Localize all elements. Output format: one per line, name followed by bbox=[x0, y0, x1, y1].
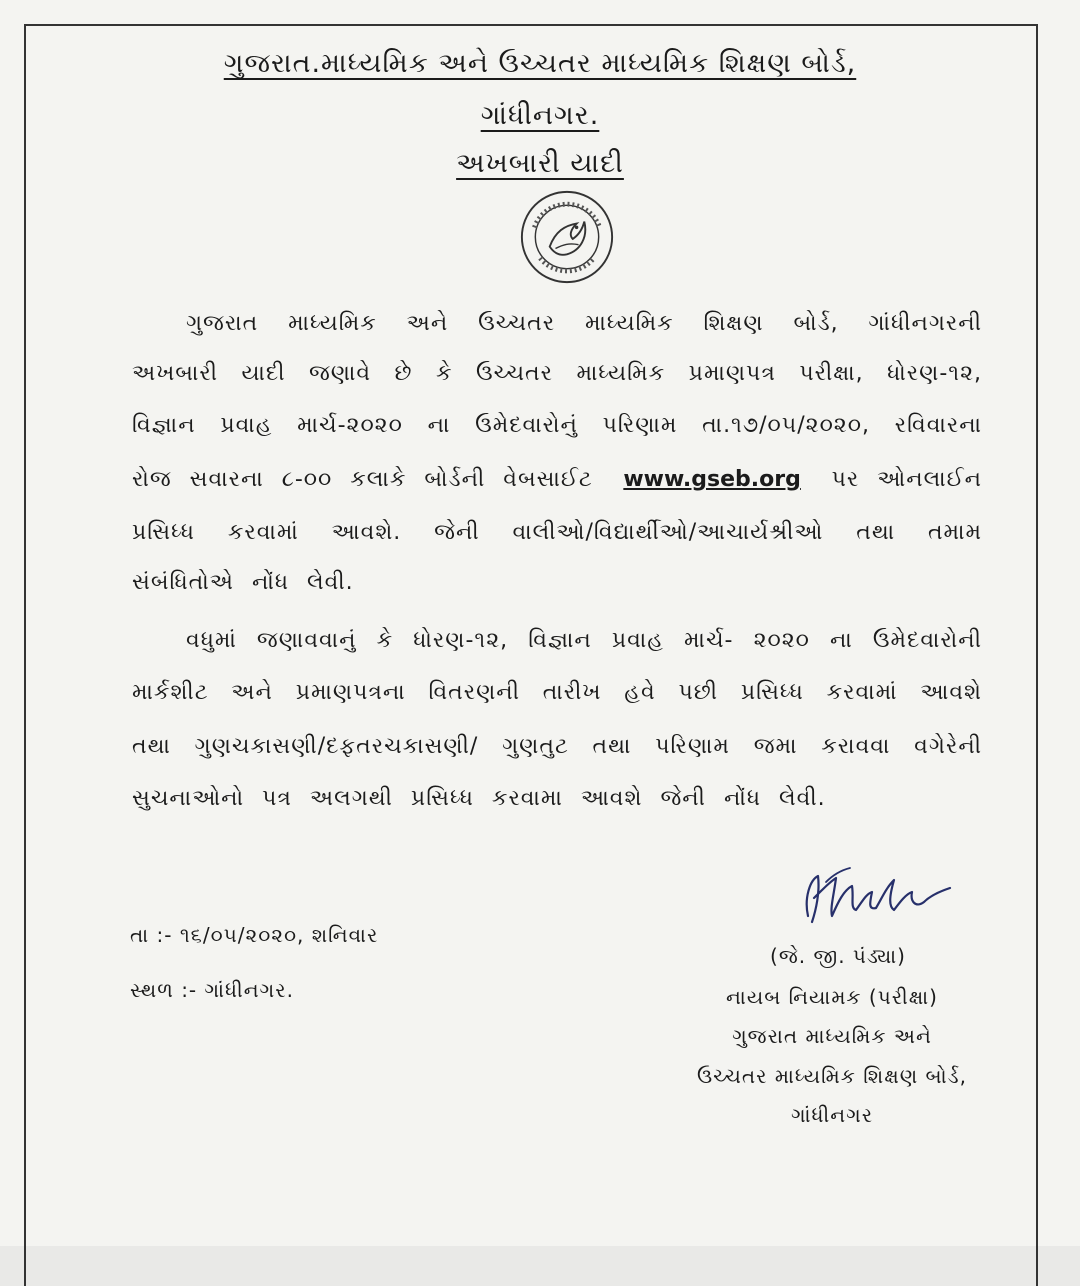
signatory-city: ગાંધીનગર bbox=[790, 1103, 874, 1127]
paragraph2-line2-text: માર્કશીટ અને પ્રમાણપત્રના વિતરણની તારીખ હવે પછી પ્રસિધ્ધ કરવામાં આવશે bbox=[132, 680, 982, 705]
paragraph1-line6: સંબંધિતોએ નોંધ લેવી. bbox=[132, 570, 354, 595]
press-release-heading: અખબારી યાદી bbox=[456, 148, 624, 179]
paragraph2-line3-text: તથા ગુણચકાસણી/દફતરચકાસણી/ ગુણતુટ તથા પરિણામ જમા કરાવવા વગેરેની bbox=[132, 734, 982, 759]
website-link[interactable]: www.gseb.org bbox=[623, 467, 801, 492]
board-city: ગાંધીનગર. bbox=[480, 100, 600, 131]
paragraph2-line1 bbox=[186, 628, 982, 653]
paragraph1-line4-text: રોજ સવારના ૮-૦૦ કલાકે બોર્ડની વેબસાઈટ bbox=[132, 467, 593, 492]
handwritten-signature-icon bbox=[790, 858, 960, 938]
paragraph2-line1-text: વધુમાં જણાવવાનું કે ધોરણ-૧૨, વિજ્ઞાન પ્રવાહ માર્ચ- ૨૦૨૦ ના ઉમેદવારોની bbox=[186, 628, 982, 653]
signatory-designation: નાયબ નિયામક (પરીક્ષા) bbox=[726, 985, 938, 1009]
board-title: ગુજરાત.માધ્યમિક અને ઉચ્ચતર માધ્યમિક શિક્ષણ બોર્ડ, bbox=[223, 48, 857, 79]
paragraph2-line4: સુચનાઓનો પત્ર અલગથી પ્રસિધ્ધ કરવામા આવશે જેની નોંધ લેવી. bbox=[132, 786, 826, 811]
paragraph1-line3 bbox=[132, 413, 982, 438]
paragraph2-line2 bbox=[132, 680, 982, 705]
paragraph1-line5 bbox=[132, 520, 982, 545]
paragraph1-line1-text: ગુજરાત માધ્યમિક અને ઉચ્ચતર માધ્યમિક શિક્ષણ બોર્ડ, ગાંધીનગરની bbox=[186, 311, 982, 336]
paragraph2-line3 bbox=[132, 734, 982, 759]
board-seal-icon bbox=[519, 189, 615, 285]
paragraph1-line2-text: અખબારી યાદી જણાવે છે કે ઉચ્ચતર માધ્યમિક પ્રમાણપત્ર પરીક્ષા, ધોરણ-૧૨, bbox=[132, 361, 982, 386]
paragraph1-line2 bbox=[132, 361, 982, 386]
signatory-org-line1: ગુજરાત માધ્યમિક અને bbox=[732, 1024, 932, 1048]
paragraph1-line4-end: પર ઓનલાઈન bbox=[831, 467, 982, 492]
paragraph1-line1 bbox=[186, 311, 982, 336]
release-place: સ્થળ :- ગાંધીનગર. bbox=[130, 978, 294, 1002]
paragraph1-line5-text: પ્રસિધ્ધ કરવામાં આવશે. જેની વાલીઓ/વિદ્યાર્થીઓ/આચાર્યશ્રીઓ તથા તમામ bbox=[132, 520, 982, 545]
paragraph1-line3-text: વિજ્ઞાન પ્રવાહ માર્ચ-૨૦૨૦ ના ઉમેદવારોનું પરિણામ તા.૧૭/૦૫/૨૦૨૦, રવિવારના bbox=[132, 413, 982, 438]
paragraph1-line4 bbox=[132, 467, 982, 492]
release-date: તા :- ૧૬/૦૫/૨૦૨૦, શનિવાર bbox=[130, 923, 379, 947]
signatory-name: (જે. જી. પંડ્યા) bbox=[770, 944, 906, 968]
signatory-org-line2: ઉચ્ચતર માધ્યમિક શિક્ષણ બોર્ડ, bbox=[697, 1064, 967, 1088]
